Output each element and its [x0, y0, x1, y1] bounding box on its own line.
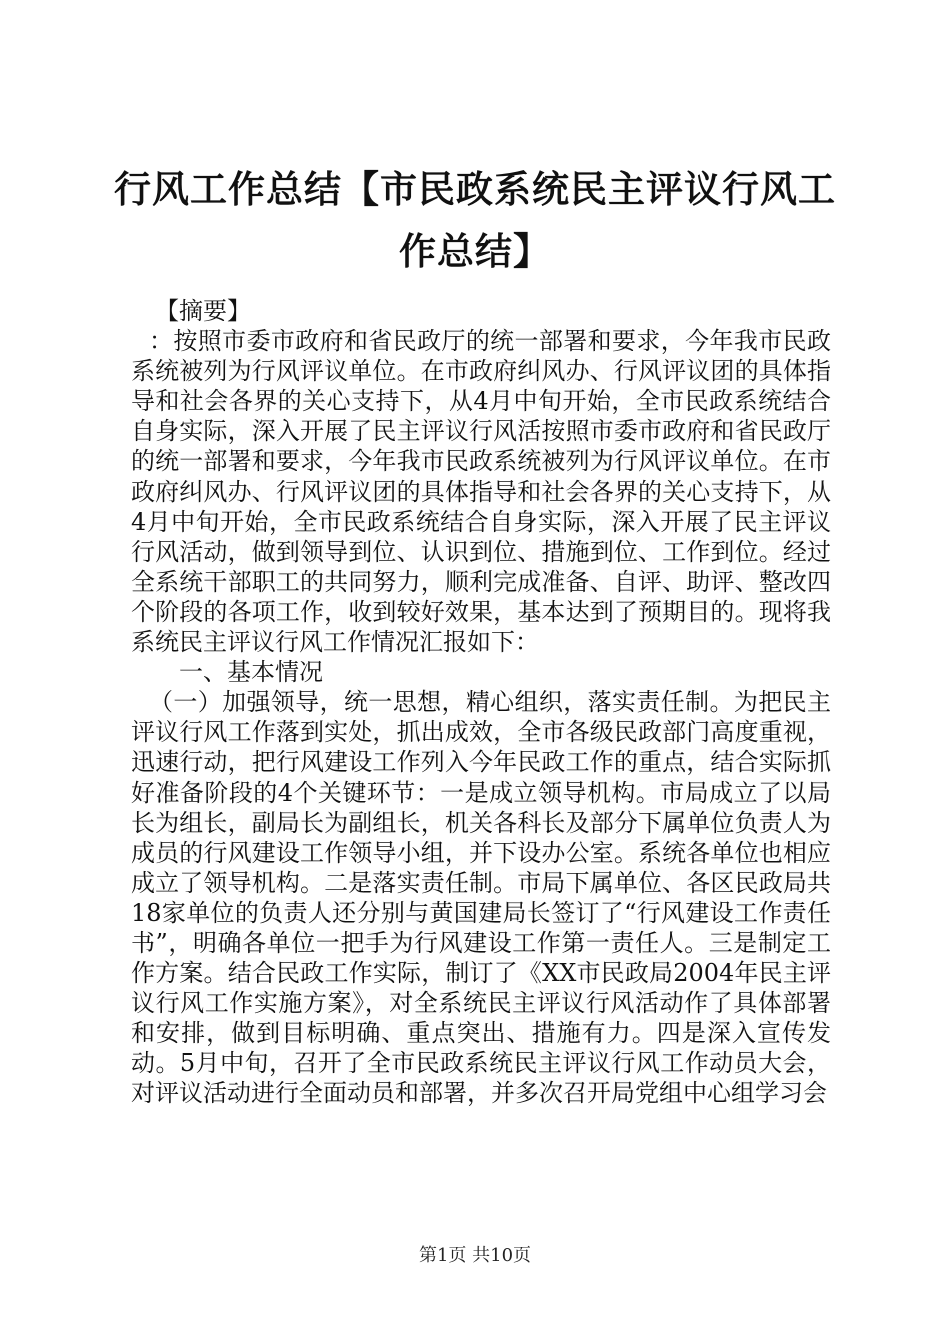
abstract-label: 【摘要】: [155, 297, 251, 325]
page-number: 第1页 共10页: [418, 1245, 532, 1266]
abstract-paragraph: ：按照市委市政府和省民政厅的统一部署和要求，今年我市民政系统被列为行风评议单位。在市政府纠风办、行风评议团的具体指导和社会各界的关心支持下，从4月中旬开始，全市民政系统结合自身实际，深入开展了民主评议行风活按照市委市政府和省民政厅的统一部署和要求，今年我市民政系统被列为行风评议单位。在市政府纠风办、行风评议团的具体指导和社会各界的关心支持下，从4月中旬开始，全市民政系统结合自身实际，深入开展了民主评议行风活动，做到领导到位、认识到位、措施到位、工作到位。经过全系统干部职工的共同努力，顺利完成准备、自评、助评、整改四个阶段的各项工作，收到较好效果，基本达到了预期目的。现将我系统民主评议行风工作情况汇报如下：: [131, 327, 831, 657]
document-title: 行风工作总结【市民政系统民主评议行风工作总结】: [114, 167, 836, 273]
section-heading: 一、基本情况: [179, 658, 323, 687]
body-paragraph: （一）加强领导，统一思想，精心组织，落实责任制。为把民主评议行风工作落到实处，抓出成效，全市各级民政部门高度重视，迅速行动，把行风建设工作列入今年民政工作的重点，结合实际抓好准备阶段的4个关键环节：一是成立领导机构。市局成立了以局长为组长，副局长为副组长，机关各科长及部分下属单位负责人为成员的行风建设工作领导小组，并下设办公室。系统各单位也相应成立了领导机构。二是落实责任制。市局下属单位、各区民政局共18家单位的负责人还分别与黄国建局长签订了“行风建设工作责任书”，明确各单位一把手为行风建设工作第一责任人。三是制定工作方案。结合民政工作实际，制订了《XX市民政局2004年民主评议行风工作实施方案》，对全系统民主评议行风活动作了具体部署和安排，做到目标明确、重点突出、措施有力。四是深入宣传发动。5月中旬，召开了全市民政系统民主评议行风工作动员大会，对评议活动进行全面动员和部署，并多次召开局党组中心组学习会: [131, 688, 831, 1108]
document-body: [131, 296, 831, 1109]
